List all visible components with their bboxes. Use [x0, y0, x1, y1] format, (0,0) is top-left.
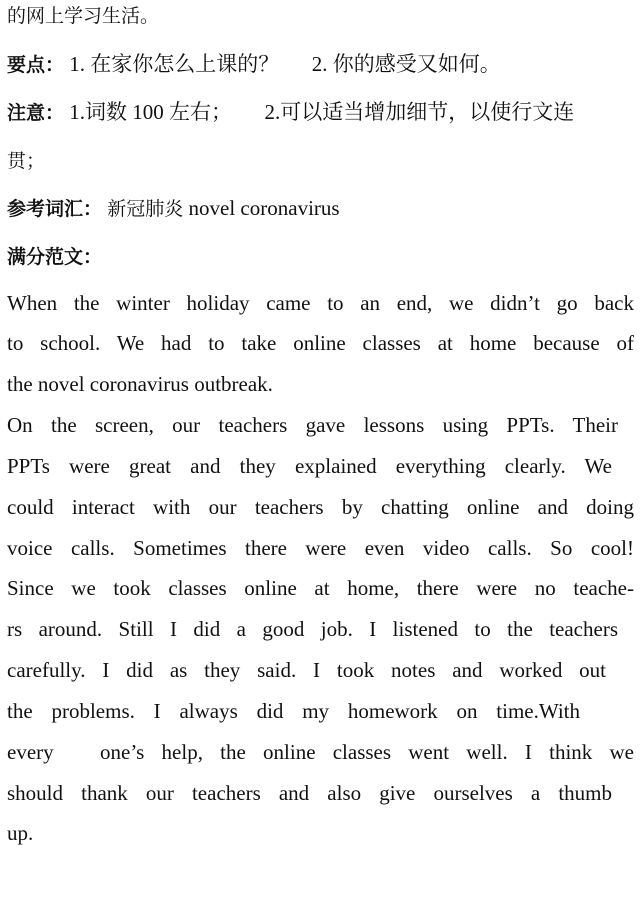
essay-line: voice calls. Sometimes there were even video calls. So cool!: [7, 536, 634, 560]
vocab-term-cn: 新冠肺炎: [107, 198, 184, 220]
essay-line: On the screen, our teachers gave lessons using PPTs. Their: [7, 413, 618, 437]
essay-line: every: [7, 740, 54, 764]
essay-line: to school. We had to take online classes at home because of: [7, 331, 634, 355]
key-point-1: 1. 在家你怎么上课的？: [69, 52, 280, 76]
key-points-row: [7, 44, 634, 84]
essay-line: PPTs were great and they explained everything clearly. We: [7, 454, 612, 478]
essay-line: Since we took classes online at home, there were no teache-: [7, 576, 634, 600]
notes-label: 注意：: [7, 102, 65, 124]
essay-line: When the winter holiday came to an end, we didn’t go back: [7, 291, 634, 315]
vocab-term-en: novel coronavirus: [188, 196, 340, 220]
vocab-row: [7, 188, 634, 228]
key-points-label: 要点：: [7, 54, 65, 76]
essay-line: the novel coronavirus outbreak.: [7, 372, 273, 396]
notes-continuation: 贯；: [7, 150, 46, 172]
intro-tail: 的网上学习生活。: [7, 5, 160, 27]
note-2: 2.可以适当增加细节，以使行文连: [264, 100, 575, 124]
notes-row: [7, 92, 634, 132]
essay-line: could interact with our teachers by chatting online and doing: [7, 495, 634, 519]
vocab-label: 参考词汇：: [7, 198, 103, 220]
essay-line: the problems. I always did my homework on time.With: [7, 699, 580, 723]
note-1: 1.词数 100 左右；: [69, 100, 233, 124]
essay-line: one’s help, the online classes went well. I think we: [100, 740, 634, 764]
essay-line: rs around. Still I did a good job. I listened to the teachers: [7, 617, 618, 641]
key-point-2: 2. 你的感受又如何。: [311, 52, 501, 76]
essay-line: carefully. I did as they said. I took notes and worked out: [7, 658, 606, 682]
essay-line: up.: [7, 821, 34, 845]
model-essay-label: 满分范文：: [7, 246, 103, 268]
essay-line: should thank our teachers and also give ourselves a thumb: [7, 781, 612, 805]
